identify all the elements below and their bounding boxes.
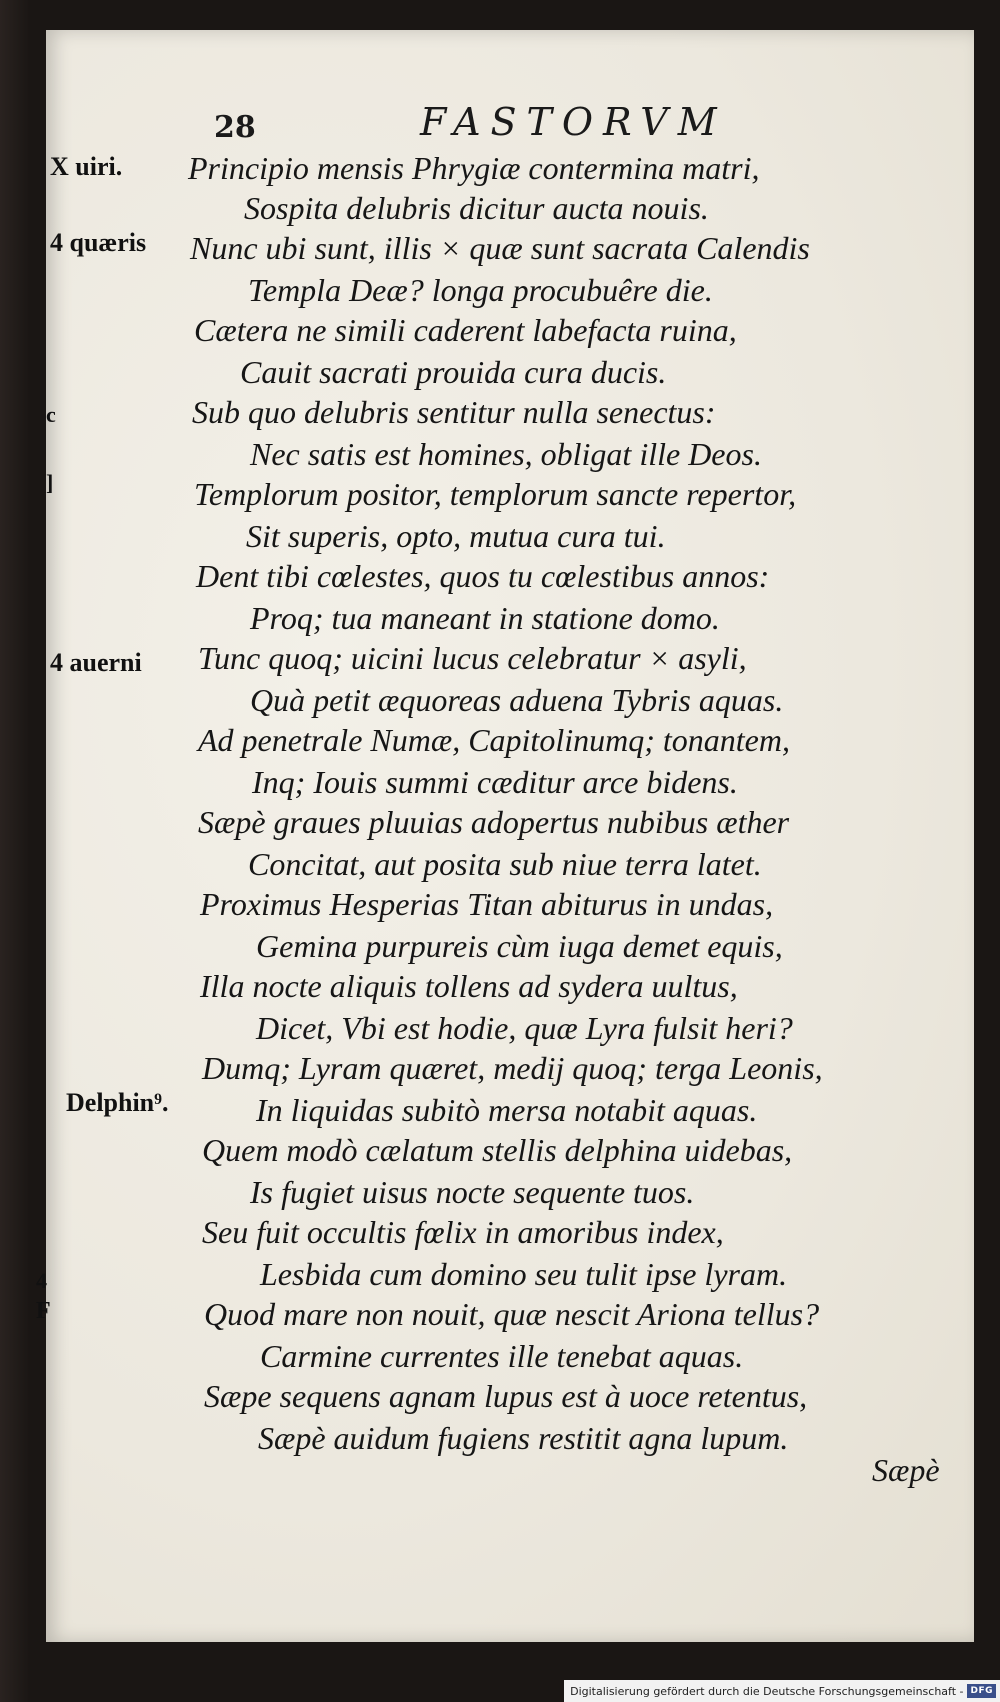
- verse-line: Gemina purpureis cùm iuga demet equis,: [256, 928, 783, 964]
- verse-line: In liquidas subitò mersa notabit aquas.: [256, 1092, 758, 1128]
- verse-line: Sæpè auidum fugiens restitit agna lupum.: [258, 1420, 789, 1456]
- catchword: Sæpè: [872, 1452, 940, 1488]
- verse-line: Templa Deæ? longa procubuêre die.: [248, 272, 713, 308]
- verse-line: Quà petit æquoreas aduena Tybris aquas.: [250, 682, 784, 718]
- digitization-credit: [564, 1680, 1000, 1702]
- verse-line: Ad penetrale Numæ, Capitolinumq; tonantem,: [198, 722, 790, 758]
- verse-line: Sospita delubris dicitur aucta nouis.: [244, 190, 709, 226]
- dfg-logo: DFG: [967, 1684, 996, 1698]
- verse-line: Lesbida cum domino seu tulit ipse lyram.: [260, 1256, 788, 1292]
- edge-mark-f: F: [36, 1298, 51, 1324]
- verse-line: Nunc ubi sunt, illis × quæ sunt sacrata Calendis: [190, 230, 810, 266]
- verse-line: Templorum positor, templorum sancte repertor,: [194, 476, 797, 512]
- verse-line: Sæpè graues pluuias adopertus nubibus æther: [198, 804, 790, 840]
- verse-line: Quem modò cælatum stellis delphina uidebas,: [202, 1132, 793, 1168]
- margin-note-quaeris: 4 quæris: [50, 228, 147, 257]
- verse-line: Dent tibi cœlestes, quos tu cœlestibus annos:: [196, 558, 770, 594]
- credit-text: Digitalisierung gefördert durch die Deutsche Forschungsgemeinschaft -: [570, 1684, 964, 1698]
- verse-line: Proq; tua maneant in statione domo.: [250, 600, 720, 636]
- verse-line: Sit superis, opto, mutua cura tui.: [246, 518, 666, 554]
- verse-line: Carmine currentes ille tenebat aquas.: [260, 1338, 744, 1374]
- edge-mark-c: c: [46, 402, 56, 427]
- verse-line: Is fugiet uisus nocte sequente tuos.: [250, 1174, 695, 1210]
- margin-note-delphin: Delphin⁹.: [66, 1088, 169, 1117]
- verse-line: Sæpe sequens agnam lupus est à uoce retentus,: [204, 1378, 808, 1414]
- edge-mark-4: 4: [36, 1268, 47, 1293]
- verse-line: Cauit sacrati prouida cura ducis.: [240, 354, 667, 390]
- margin-note-auerni: 4 auerni: [50, 648, 142, 677]
- running-head: FASTORVM: [420, 100, 727, 144]
- verse-line: Dumq; Lyram quæret, medij quoq; terga Leonis,: [202, 1050, 823, 1086]
- margin-note-x-uiri: X uiri.: [50, 152, 123, 181]
- verse-line: Principio mensis Phrygiæ contermina matri,: [188, 150, 760, 186]
- verse-line: Dicet, Vbi est hodie, quæ Lyra fulsit heri?: [256, 1010, 793, 1046]
- verse-line: Nec satis est homines, obligat ille Deos.: [250, 436, 762, 472]
- verse-line: Tunc quoq; uicini lucus celebratur × asyli,: [198, 640, 747, 676]
- verse-line: Illa nocte aliquis tollens ad sydera uultus,: [200, 968, 738, 1004]
- verse-line: Proximus Hesperias Titan abiturus in undas,: [200, 886, 774, 922]
- edge-mark-bracket: ]: [46, 470, 54, 495]
- verse-line: Inq; Iouis summi cæditur arce bidens.: [252, 764, 738, 800]
- verse-line: Sub quo delubris sentitur nulla senectus:: [192, 394, 716, 430]
- verse-line: Seu fuit occultis fœlix in amoribus index,: [202, 1214, 724, 1250]
- verse-line: Quod mare non nouit, quæ nescit Ariona tellus?: [204, 1296, 820, 1332]
- verse-line: Concitat, aut posita sub niue terra latet.: [248, 846, 762, 882]
- page-number: 28: [214, 110, 256, 145]
- verse-line: Cætera ne simili caderent labefacta ruina,: [194, 312, 737, 348]
